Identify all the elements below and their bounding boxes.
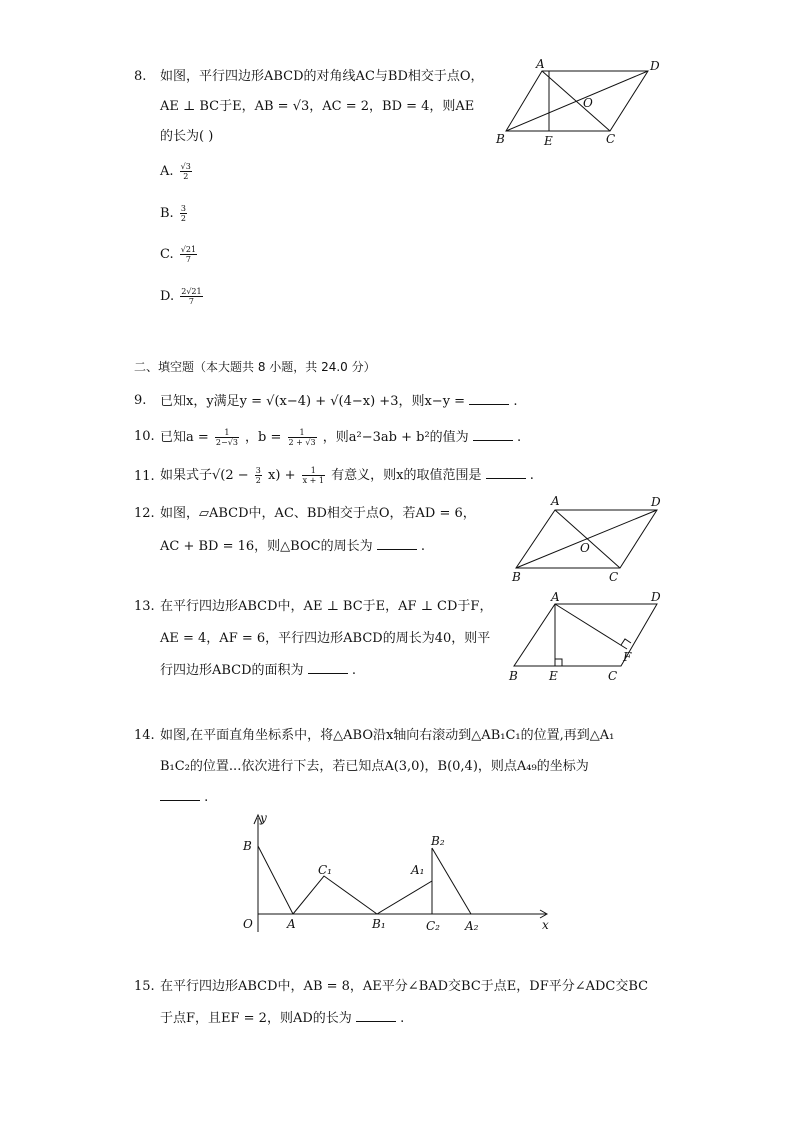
q13-label-f: F bbox=[623, 650, 632, 664]
q12-label-a: A bbox=[551, 494, 560, 508]
q8-line-2: AE ⊥ BC于E，AB = √3，AC = 2，BD = 4，则AE bbox=[160, 99, 475, 114]
q9-answer-blank bbox=[469, 392, 509, 405]
q8-number: 8. bbox=[134, 69, 147, 84]
q14-line-2: B₁C₂的位置...依次进行下去，若已知点A(3,0)，B(0,4)，则点A₄₉的坐标为 bbox=[160, 759, 589, 774]
q8-label-a: A bbox=[536, 57, 545, 71]
q13-label-a: A bbox=[551, 590, 560, 604]
q12-line-2: AC + BD = 16，则△BOC的周长为 . bbox=[160, 539, 425, 554]
q13-parallelogram-figure bbox=[500, 586, 680, 686]
q14-coordinate-figure bbox=[236, 808, 566, 938]
q15-line-2: 于点F，且EF = 2，则AD的长为 . bbox=[160, 1011, 405, 1026]
q8-label-d: D bbox=[650, 59, 660, 73]
q9-number: 9. bbox=[134, 393, 147, 408]
q11-answer-blank bbox=[486, 466, 526, 479]
q12-label-c: C bbox=[609, 570, 619, 584]
q12-label-o: O bbox=[580, 541, 590, 555]
q13-line-2: AE = 4，AF = 6，平行四边形ABCD的周长为40，则平 bbox=[160, 631, 491, 646]
q13-label-d: D bbox=[651, 590, 661, 604]
q8-diagonal-bd bbox=[506, 71, 648, 131]
q13-label-e: E bbox=[549, 669, 558, 683]
label-a: A bbox=[287, 917, 296, 931]
label-y: y bbox=[260, 811, 267, 825]
q8-option-c: C. $\frac{√21}{7}$ bbox=[160, 245, 197, 264]
q14-number: 14. bbox=[134, 728, 155, 743]
q13-label-c: C bbox=[608, 669, 618, 683]
q13-parallelogram bbox=[514, 604, 657, 666]
q13-right-angle-f bbox=[621, 639, 631, 645]
segment-b2a2 bbox=[432, 848, 471, 914]
label-b: B bbox=[243, 839, 252, 853]
q13-answer-blank bbox=[308, 661, 348, 674]
q12-line-1: 如图，▱ABCD中，AC、BD相交于点O，若AD = 6， bbox=[160, 506, 476, 521]
q14-line-3: . bbox=[160, 788, 208, 807]
label-a2: A₂ bbox=[465, 919, 479, 933]
q15-answer-blank bbox=[356, 1009, 396, 1022]
q12-diagonal-bd bbox=[516, 510, 657, 568]
q10-text: 已知a = $\frac{1}{2-√3}$ ，b = $\frac{1}{2 + √3}$ ，则a²−3ab + b²的值为 . bbox=[160, 428, 522, 447]
q12-label-b: B bbox=[512, 570, 521, 584]
q14-line-1: 如图,在平面直角坐标系中，将△ABO沿x轴向右滚动到△AB₁C₁的位置,再到△A₁ bbox=[160, 728, 615, 743]
q13-line-1: 在平行四边形ABCD中，AE ⊥ BC于E，AF ⊥ CD于F， bbox=[160, 599, 493, 614]
q8-option-d: D. $\frac{2√21}{7}$ bbox=[160, 287, 202, 306]
q11-text: 如果式子√(2 − $\frac{3}{2}$ x) + $\frac{1}{x + 1}$ 有意义，则x的取值范围是 . bbox=[160, 466, 534, 485]
q8-label-b: B bbox=[496, 132, 505, 146]
q15-line-1: 在平行四边形ABCD中，AB = 8，AE平分∠BAD交BC于点E，DF平分∠ADC交BC bbox=[160, 979, 649, 994]
q13-number: 13. bbox=[134, 599, 155, 614]
q8-option-b: B. $\frac{3}{2}$ bbox=[160, 204, 186, 223]
label-a1: A₁ bbox=[411, 863, 425, 877]
section-heading: 二、填空题（本大题共 8 小题，共 24.0 分） bbox=[134, 360, 376, 374]
label-x: x bbox=[542, 918, 549, 932]
q10-answer-blank bbox=[473, 428, 513, 441]
q8-option-a: A. $\frac{√3}{2}$ bbox=[160, 162, 191, 181]
q8-label-e: E bbox=[544, 134, 553, 148]
q8-line-3: 的长为( ) bbox=[160, 129, 214, 144]
q13-altitude-af bbox=[555, 604, 627, 649]
q9-text: 已知x，y满足y = √(x−4) + √(4−x) +3，则x−y = . bbox=[160, 394, 518, 409]
q12-number: 12. bbox=[134, 506, 155, 521]
triangle-ab1c1 bbox=[293, 876, 377, 914]
label-o: O bbox=[243, 917, 253, 931]
q13-line-3: 行四边形ABCD的面积为 . bbox=[160, 663, 356, 678]
q15-number: 15. bbox=[134, 979, 155, 994]
q13-label-b: B bbox=[509, 669, 518, 683]
q13-right-angle-e bbox=[555, 659, 562, 666]
q8-line-1: 如图，平行四边形ABCD的对角线AC与BD相交于点O， bbox=[160, 69, 484, 84]
q14-answer-blank bbox=[160, 788, 200, 801]
triangle-a1b1c2 bbox=[377, 881, 432, 914]
label-b2: B₂ bbox=[431, 834, 445, 848]
q12-parallelogram-figure bbox=[500, 490, 680, 590]
q12-label-d: D bbox=[651, 495, 661, 509]
q8-label-o: O bbox=[583, 96, 593, 110]
q8-parallelogram-figure bbox=[490, 56, 670, 156]
triangle-abo bbox=[258, 846, 293, 914]
q11-number: 11. bbox=[134, 469, 155, 484]
q8-label-c: C bbox=[606, 132, 616, 146]
label-c1: C₁ bbox=[318, 863, 332, 877]
label-b1: B₁ bbox=[372, 917, 386, 931]
q10-number: 10. bbox=[134, 429, 155, 444]
q12-answer-blank bbox=[377, 537, 417, 550]
label-c2: C₂ bbox=[426, 919, 440, 933]
